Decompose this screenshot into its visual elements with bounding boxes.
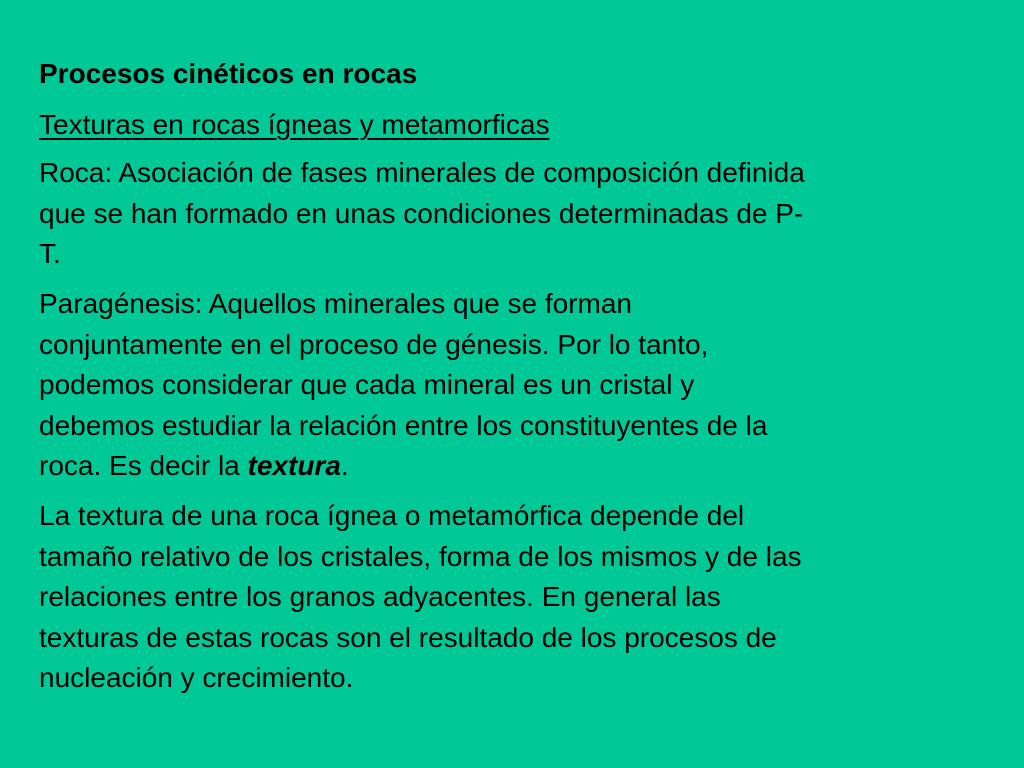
slide-content	[39, 54, 989, 699]
paragenesis-end: .	[340, 450, 349, 482]
slide-subtitle: Texturas en rocas ígneas y metamorficas	[39, 108, 550, 140]
roca-definition: Roca: Asociación de fases minerales de composición definida que se han formado en unas condiciones determinadas de P- T.	[39, 157, 805, 270]
paragenesis-text: Paragénesis: Aquellos minerales que se forman conjuntamente en el proceso de génesis. Por lo tanto, podemos considerar que cada mineral es un cristal y debemos estudiar la relación entre los constituyentes de la roca. Es decir la	[39, 287, 768, 482]
textura-emphasis: textura	[247, 450, 341, 482]
paragenesis-definition	[39, 284, 989, 487]
textura-paragraph: La textura de una roca ígnea o metamórfica depende del tamaño relativo de los cristales, forma de los mismos y de las relaciones entre los granos adyacentes. En general las texturas de estas rocas son el resultado de los procesos de nucleación y crecimiento.	[39, 499, 802, 694]
slide-title: Procesos cinéticos en rocas	[39, 58, 418, 89]
